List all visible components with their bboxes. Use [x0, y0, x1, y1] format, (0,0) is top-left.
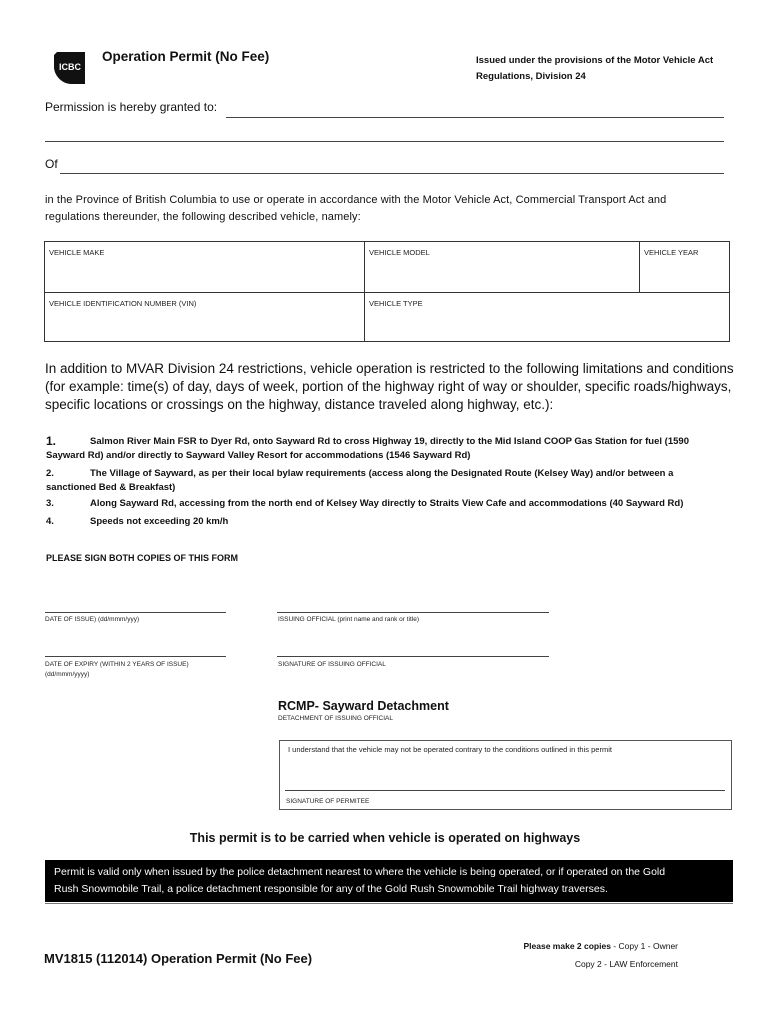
intro-line-1: in the Province of British Columbia to use or operate in accordance with the Motor Vehicle Act, Commercial Transport Act and [45, 194, 667, 206]
validity-line-1: Permit is valid only when issued by the police detachment nearest to where the vehicle is being operated, or if operated on the Gold [54, 866, 666, 878]
vehicle-make-label: VEHICLE MAKE [49, 248, 105, 257]
condition-number: 1. [46, 434, 57, 448]
grantee-address-field[interactable] [60, 173, 724, 174]
icbc-logo [51, 50, 87, 86]
validity-line-2: Rush Snowmobile Trail, a police detachment responsible for any of the Gold Rush Snowmobile Trail highway traverses. [54, 883, 608, 895]
condition-text: Salmon River Main FSR to Dyer Rd, onto Sayward Rd to cross Highway 19, directly to the Mid Island COOP Gas Station for fuel (1590 Sayward Rd) and/or directly to Sayward Valley Resort for accommodations (1546 Sayward Rd) [46, 436, 689, 461]
condition-item [46, 435, 726, 463]
signature-official-field[interactable] [277, 656, 549, 657]
intro-line-2: regulations thereunder, the following described vehicle, namely: [45, 211, 361, 223]
condition-number: 2. [46, 468, 54, 479]
condition-text: The Village of Sayward, as per their local bylaw requirements (access along the Designated Route (Kelsey Way) and/or between a sanctioned Bed & Breakfast) [46, 468, 674, 493]
permitee-acknowledgement-box [279, 740, 732, 810]
restrictions-line-1: In addition to MVAR Division 24 restrictions, vehicle operation is restricted to the following limitations and conditions [45, 361, 734, 376]
acknowledge-text: I understand that the vehicle may not be operated contrary to the conditions outlined in this permit [288, 745, 612, 754]
condition-item [46, 515, 726, 529]
sign-both-copies-heading: PLEASE SIGN BOTH COPIES OF THIS FORM [46, 553, 239, 563]
copy-1: - Copy 1 - Owner [610, 941, 678, 951]
logo-text: ICBC [59, 62, 81, 72]
grantee-name-field[interactable] [226, 117, 724, 118]
vehicle-make-cell[interactable] [45, 242, 365, 293]
date-of-issue-field[interactable] [45, 612, 226, 613]
permitee-signature-field[interactable] [285, 790, 725, 791]
issued-line-2: Regulations, Division 24 [476, 71, 586, 82]
form-title: Operation Permit (No Fee) [102, 49, 270, 64]
copies-bold: Please make 2 copies [523, 941, 611, 951]
permission-label: Permission is hereby granted to: [45, 100, 218, 114]
form-id: MV1815 (112014) Operation Permit (No Fee) [44, 951, 313, 966]
restrictions-line-2: (for example: time(s) of day, days of week, portion of the highway right of way or shoulder, specific roads/highways, [45, 379, 732, 394]
vehicle-type-cell[interactable] [365, 293, 729, 341]
date-of-issue-label: DATE OF ISSUE) (dd/mmm/yyy) [45, 616, 140, 623]
issuing-official-label: ISSUING OFFICIAL (print name and rank or title) [278, 616, 419, 623]
vehicle-year-label: VEHICLE YEAR [644, 248, 699, 257]
vin-label: VEHICLE IDENTIFICATION NUMBER (VIN) [49, 299, 197, 308]
condition-item [46, 497, 726, 511]
issued-line-1: Issued under the provisions of the Motor Vehicle Act [476, 55, 714, 66]
date-of-expiry-label: DATE OF EXPIRY (WITHIN 2 YEARS OF ISSUE) [45, 661, 189, 668]
condition-number: 4. [46, 516, 54, 527]
divider [45, 903, 733, 904]
vehicle-type-label: VEHICLE TYPE [369, 299, 423, 308]
detachment-value: RCMP- Sayward Detachment [278, 699, 449, 713]
restrictions-intro [45, 360, 735, 414]
validity-notice [45, 860, 733, 902]
condition-text: Along Sayward Rd, accessing from the north end of Kelsey Way directly to Straits View Cafe and accommodations (40 Sayward Rd) [90, 498, 684, 509]
grantee-name-field-2[interactable] [45, 141, 724, 142]
condition-text: Speeds not exceeding 20 km/h [90, 516, 229, 527]
date-of-expiry-field[interactable] [45, 656, 226, 657]
intro-paragraph [45, 192, 725, 226]
date-of-expiry-format: (dd/mmm/yyyy) [45, 671, 90, 678]
copy-2: Copy 2 - LAW Enforcement [574, 959, 678, 969]
detachment-label: DETACHMENT OF ISSUING OFFICIAL [278, 715, 393, 722]
of-label: Of [45, 157, 58, 171]
issued-under [476, 53, 713, 85]
vin-cell[interactable] [45, 293, 365, 341]
condition-item [46, 467, 726, 495]
restrictions-line-3: specific locations or crossings on the highway, distance traveled along highway, etc.): [45, 397, 554, 412]
signature-official-label: SIGNATURE OF ISSUING OFFICIAL [278, 661, 386, 668]
copies-note [524, 937, 679, 973]
carry-notice: This permit is to be carried when vehicle is operated on highways [189, 831, 581, 845]
vehicle-model-cell[interactable] [365, 242, 640, 293]
vehicle-model-label: VEHICLE MODEL [369, 248, 430, 257]
issuing-official-field[interactable] [277, 612, 549, 613]
condition-number: 3. [46, 498, 54, 509]
vehicle-year-cell[interactable] [640, 242, 729, 293]
vehicle-table [44, 241, 730, 342]
permitee-signature-label: SIGNATURE OF PERMITEE [286, 798, 370, 805]
